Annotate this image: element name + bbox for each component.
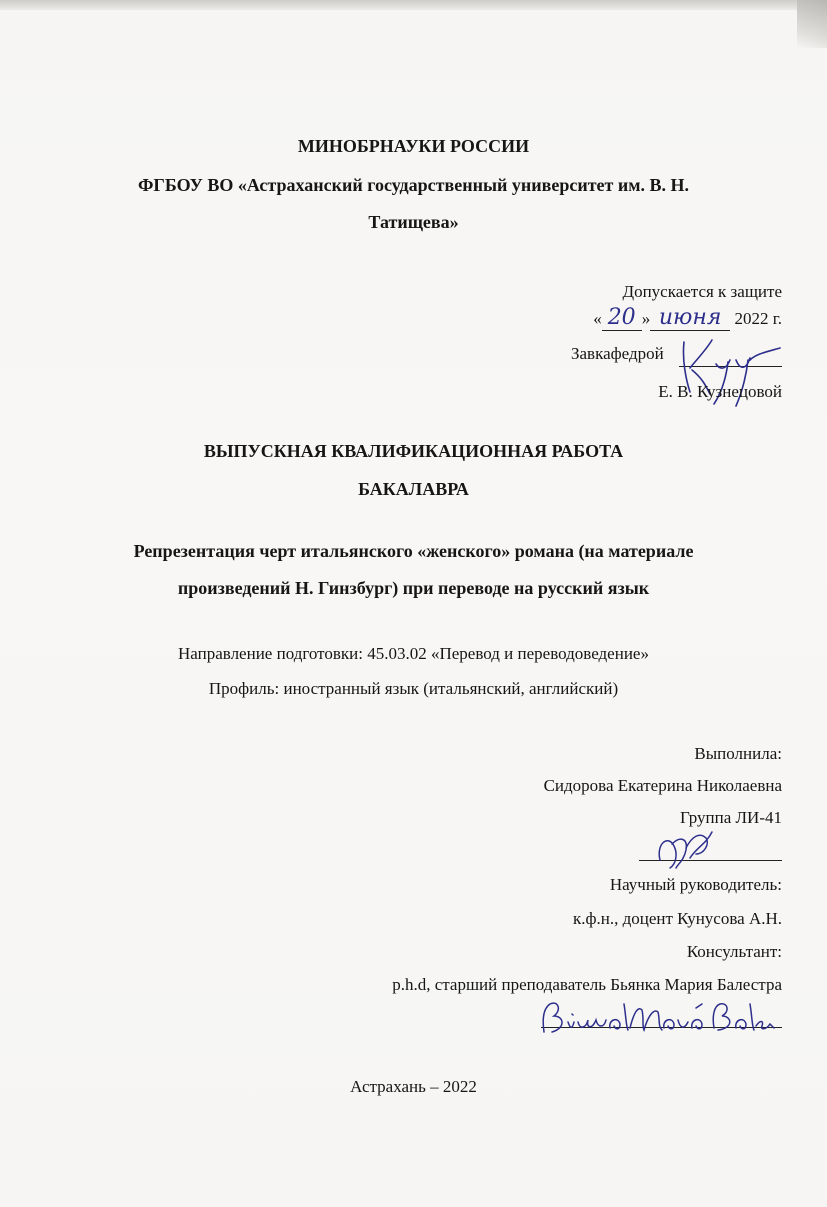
city-year: Астрахань – 2022 [350, 1077, 477, 1096]
consultant-signature [538, 998, 778, 1042]
supervisor-name: к.ф.н., доцент Кунусова А.Н. [572, 909, 782, 928]
study-direction: Направление подготовки: 45.03.02 «Перевод и переводоведение» [178, 644, 649, 663]
paper-top-edge [0, 0, 827, 10]
head-of-department-name: Е. В. Кузнецовой [658, 382, 782, 401]
head-of-department-label: Завкафедрой [571, 344, 664, 363]
thesis-title-line1: Репрезентация черт итальянского «женского» романа (на материале [133, 541, 694, 561]
date-open-quote: « [593, 309, 602, 328]
author-signature [650, 824, 720, 874]
date-day-handwritten: 20 [602, 306, 642, 331]
university-name-line2: Татищева» [368, 212, 459, 232]
admitted-to-defense: Допускается к защите [622, 282, 782, 301]
consultant-label: Консультант: [686, 942, 782, 961]
consultant-name: p.h.d, старший преподаватель Бьянка Мария Балестра [392, 975, 782, 994]
date-month-handwritten: июня [650, 306, 730, 331]
paper-corner-fold [797, 0, 827, 48]
date-year: 2022 г. [734, 309, 782, 328]
ministry-heading: МИНОБРНАУКИ РОССИИ [297, 136, 530, 156]
author-group: Группа ЛИ-41 [680, 808, 782, 827]
author-name: Сидорова Екатерина Николаевна [543, 776, 782, 795]
supervisor-label: Научный руководитель: [609, 875, 782, 894]
thesis-title-line2: произведений Н. Гинзбург) при переводе на русский язык [177, 578, 650, 598]
work-type-line1: ВЫПУСКНАЯ КВАЛИФИКАЦИОННАЯ РАБОТА [203, 441, 624, 461]
study-profile: Профиль: иностранный язык (итальянский, английский) [208, 679, 619, 698]
date-close-quote: » [641, 309, 651, 328]
university-name-line1: ФГБОУ ВО «Астраханский государственный университет им. В. Н. [137, 175, 690, 195]
author-label: Выполнила: [694, 744, 782, 763]
work-type-line2: БАКАЛАВРА [358, 479, 469, 499]
